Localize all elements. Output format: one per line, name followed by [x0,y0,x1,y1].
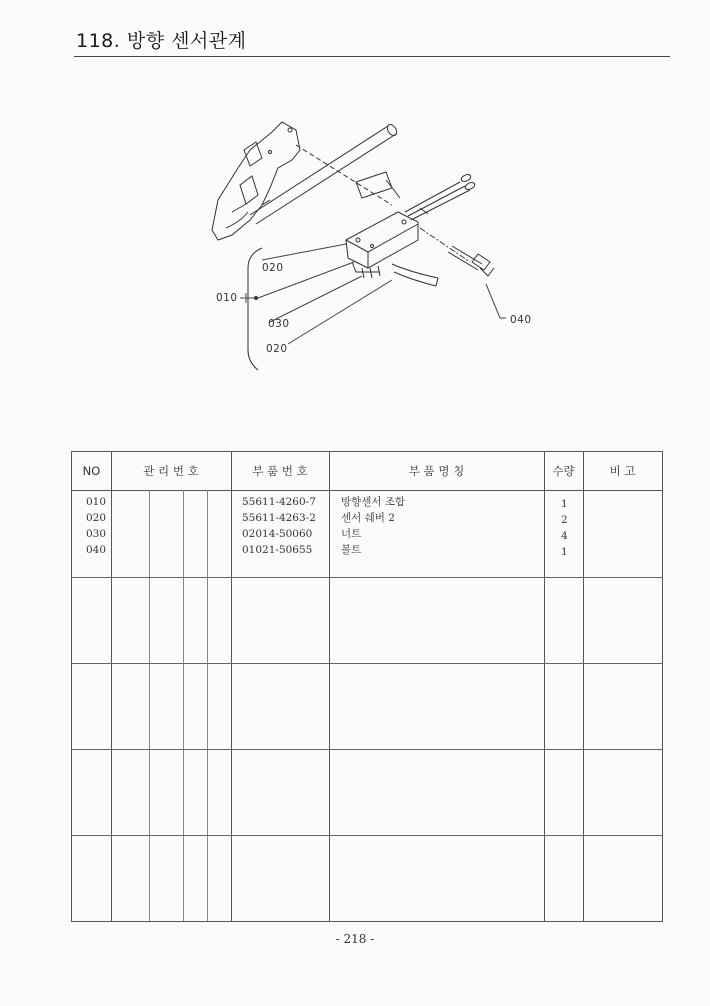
row-part-name: 볼트 [341,544,362,556]
row-part-name: 센서 쉐버 2 [341,512,395,524]
parts-table [71,451,663,922]
group-bracket [248,248,262,370]
header-mgmt-number: 관 리 번 호 [143,464,199,478]
row-group-divider [72,663,662,664]
header-quantity: 수량 [552,464,575,478]
bolt [420,228,494,276]
parts-diagram [0,0,710,440]
page-title: 118. 방향 센서관계 [76,30,247,52]
row-no: 010 [86,496,107,508]
callout-010: 010 [216,292,238,304]
row-part-name: 방향센서 조합 [341,496,406,508]
callout-020: 020 [262,262,284,274]
row-quantity: 4 [561,530,568,542]
row-group-divider [72,835,662,836]
mgmt-subdivider [183,490,184,921]
callout-030: 030 [268,318,290,330]
column-divider [583,452,584,921]
callout-040: 040 [510,314,532,326]
direction-sensor-body [346,212,418,278]
row-part-number: 55611-4263-2 [242,512,316,524]
callout-020-lower: 020 [266,343,288,355]
sensor-cable [392,264,438,286]
header-no: NO [82,464,101,478]
page-number: - 218 - [335,932,375,946]
row-group-divider [72,749,662,750]
row-no: 040 [86,544,107,556]
column-divider [231,452,232,921]
sensor-wires [405,173,476,220]
row-part-number: 55611-4260-7 [242,496,316,508]
mgmt-subdivider [149,490,150,921]
column-divider [329,452,330,921]
row-quantity: 1 [561,498,568,510]
header-remark: 비 고 [609,464,636,478]
mgmt-subdivider [207,490,208,921]
row-part-number: 02014-50060 [242,528,313,540]
column-divider [111,452,112,921]
header-part-name: 부 품 명 칭 [408,464,465,478]
row-part-number: 01021-50655 [242,544,313,556]
sensor-tag [356,172,400,198]
header-divider [72,490,662,491]
sensor-bracket-arm [212,122,300,240]
row-part-name: 너트 [341,528,362,540]
row-no: 030 [86,528,107,540]
row-quantity: 1 [561,546,568,558]
shaft [250,123,399,224]
row-no: 020 [86,512,107,524]
header-part-number: 부 품 번 호 [252,464,308,478]
column-divider [544,452,545,921]
row-quantity: 2 [561,514,568,526]
row-group-divider [72,577,662,578]
